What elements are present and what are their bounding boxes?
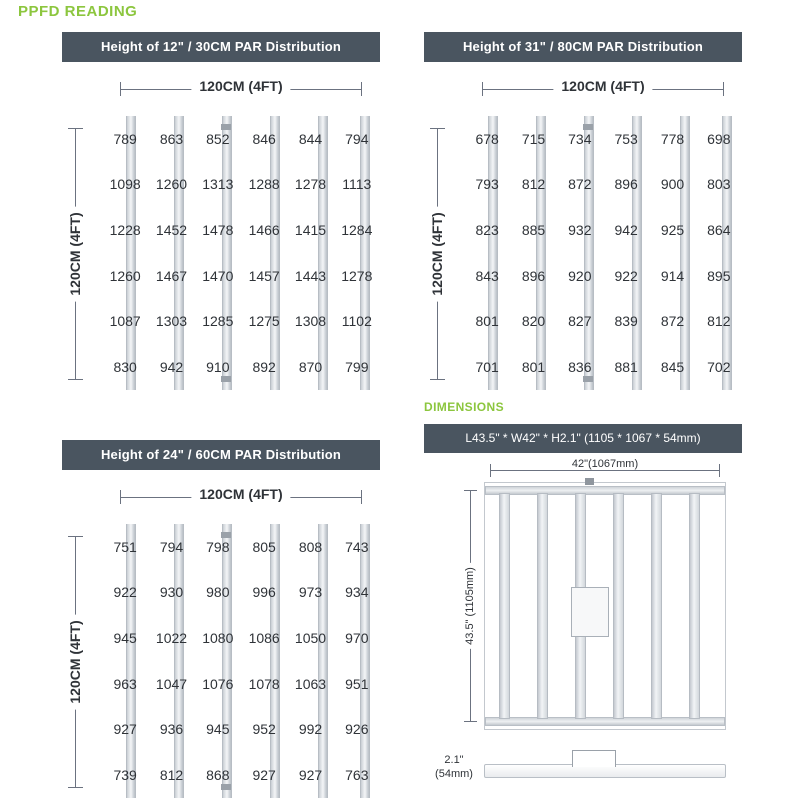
ppfd-panel-12in bbox=[62, 32, 380, 62]
ppfd-cell: 870 bbox=[298, 359, 323, 376]
ppfd-cell: 945 bbox=[206, 721, 230, 738]
ppfd-cell: 900 bbox=[660, 176, 685, 193]
fixture-body bbox=[484, 482, 726, 730]
ppfd-cell: 951 bbox=[345, 675, 369, 692]
dimension-left-label-12in: 120CM (4FT) bbox=[64, 206, 86, 301]
fixture-thickness-label-line2: (54mm) bbox=[435, 767, 473, 780]
dimension-top-label-12in: 120CM (4FT) bbox=[191, 78, 290, 94]
ppfd-cell: 864 bbox=[707, 222, 731, 239]
ppfd-cell: 1113 bbox=[342, 176, 372, 193]
dimension-left-label-24in: 120CM (4FT) bbox=[64, 614, 86, 709]
ppfd-cell: 805 bbox=[252, 538, 276, 555]
ppfd-cell: 992 bbox=[298, 721, 323, 738]
ppfd-cell: 934 bbox=[345, 584, 369, 601]
fixture-led-strip bbox=[537, 493, 548, 719]
ppfd-cell: 970 bbox=[345, 630, 369, 647]
ppfd-values-12in bbox=[102, 116, 380, 390]
ppfd-cell: 1466 bbox=[248, 222, 280, 239]
fixture-height-label: 43.5" (1105mm) bbox=[462, 563, 478, 649]
ppfd-cell: 945 bbox=[113, 630, 137, 647]
ppfd-cell: 808 bbox=[298, 538, 323, 555]
ppfd-cell: 1452 bbox=[155, 222, 188, 239]
ppfd-cell: 980 bbox=[206, 584, 230, 601]
ppfd-cell: 1470 bbox=[202, 267, 234, 284]
ppfd-cell: 812 bbox=[159, 767, 184, 784]
ppfd-cell: 896 bbox=[521, 267, 546, 284]
ppfd-cell: 896 bbox=[614, 176, 638, 193]
ppfd-cell: 845 bbox=[660, 359, 685, 376]
ppfd-cell: 1278 bbox=[341, 267, 373, 284]
dimension-top-31in bbox=[464, 78, 742, 100]
ppfd-cell: 922 bbox=[614, 267, 638, 284]
fixture-led-strip bbox=[499, 493, 510, 719]
ppfd-cell: 801 bbox=[475, 313, 499, 330]
panel-header-12in: Height of 12" / 30CM PAR Distribution bbox=[62, 32, 380, 62]
dimension-left-label-31in: 120CM (4FT) bbox=[426, 206, 448, 301]
ppfd-cell: 794 bbox=[345, 130, 369, 147]
ppfd-cell: 1415 bbox=[294, 222, 327, 239]
ppfd-cell: 1275 bbox=[248, 313, 280, 330]
ppfd-cell: 794 bbox=[159, 538, 184, 555]
ppfd-cell: 844 bbox=[298, 130, 323, 147]
fixture-driver-box bbox=[571, 587, 609, 637]
ppfd-cell: 763 bbox=[345, 767, 369, 784]
ppfd-cell: 1086 bbox=[248, 630, 280, 647]
ppfd-cell: 715 bbox=[521, 130, 546, 147]
ppfd-panel-31in bbox=[424, 32, 742, 62]
ppfd-cell: 914 bbox=[660, 267, 685, 284]
fixture-top-view bbox=[424, 458, 742, 738]
ppfd-cell: 1063 bbox=[294, 675, 327, 692]
ppfd-cell: 1022 bbox=[155, 630, 188, 647]
dimension-left-24in bbox=[62, 526, 88, 798]
ppfd-cell: 932 bbox=[568, 222, 592, 239]
fixture-height-dimension bbox=[458, 484, 482, 728]
ppfd-cell: 799 bbox=[345, 359, 369, 376]
ppfd-cell: 789 bbox=[113, 130, 137, 147]
ppfd-cell: 922 bbox=[113, 584, 137, 601]
dimension-top-label-31in: 120CM (4FT) bbox=[553, 78, 652, 94]
ppfd-cell: 843 bbox=[475, 267, 499, 284]
ppfd-cell: 1478 bbox=[202, 222, 234, 239]
ppfd-cell: 1087 bbox=[109, 313, 141, 330]
ppfd-cell: 930 bbox=[159, 584, 184, 601]
ppfd-cell: 801 bbox=[521, 359, 546, 376]
ppfd-cell: 885 bbox=[521, 222, 546, 239]
dimension-left-31in bbox=[424, 118, 450, 390]
ppfd-cell: 702 bbox=[707, 359, 731, 376]
ppfd-cell: 1284 bbox=[341, 222, 373, 239]
ppfd-cell: 739 bbox=[113, 767, 137, 784]
ppfd-cell: 926 bbox=[345, 721, 369, 738]
ppfd-values-31in bbox=[464, 116, 742, 390]
ppfd-cell: 1285 bbox=[202, 313, 234, 330]
fixture-width-label: 42"(1067mm) bbox=[566, 458, 644, 470]
ppfd-cell: 1078 bbox=[248, 675, 280, 692]
ppfd-cell: 823 bbox=[475, 222, 499, 239]
fixture-led-strip bbox=[689, 493, 700, 719]
page-title: PPFD READING bbox=[18, 3, 138, 20]
ppfd-cell: 830 bbox=[113, 359, 137, 376]
ppfd-cell: 812 bbox=[521, 176, 546, 193]
ppfd-cell: 751 bbox=[113, 538, 137, 555]
ppfd-cell: 678 bbox=[475, 130, 499, 147]
ppfd-cell: 1098 bbox=[109, 176, 141, 193]
ppfd-grid-area-31in bbox=[424, 78, 742, 398]
ppfd-cell: 927 bbox=[252, 767, 276, 784]
fixture-led-strip bbox=[613, 493, 624, 719]
fixture-connector-nub bbox=[585, 478, 594, 485]
ppfd-cell: 1260 bbox=[109, 267, 141, 284]
fixture-side-driver-box bbox=[572, 750, 616, 767]
ppfd-cell: 1457 bbox=[248, 267, 280, 284]
ppfd-cell: 952 bbox=[252, 721, 276, 738]
ppfd-cell: 892 bbox=[252, 359, 276, 376]
ppfd-cell: 1467 bbox=[155, 267, 188, 284]
ppfd-values-24in bbox=[102, 524, 380, 798]
ppfd-cell: 1313 bbox=[202, 176, 234, 193]
ppfd-cell: 927 bbox=[298, 767, 323, 784]
ppfd-cell: 812 bbox=[707, 313, 731, 330]
dimension-top-24in bbox=[102, 486, 380, 508]
ppfd-cell: 868 bbox=[206, 767, 230, 784]
ppfd-cell: 1278 bbox=[294, 176, 327, 193]
ppfd-cell: 910 bbox=[206, 359, 230, 376]
ppfd-cell: 1047 bbox=[155, 675, 188, 692]
dimensions-spec-bar: L43.5" * W42" * H2.1" (1105 * 1067 * 54mm) bbox=[424, 424, 742, 453]
ppfd-cell: 1080 bbox=[202, 630, 234, 647]
ppfd-cell: 743 bbox=[345, 538, 369, 555]
ppfd-cell: 942 bbox=[614, 222, 638, 239]
ppfd-cell: 973 bbox=[298, 584, 323, 601]
ppfd-cell: 820 bbox=[521, 313, 546, 330]
ppfd-cell: 1076 bbox=[202, 675, 234, 692]
ppfd-grid-area-24in bbox=[62, 486, 380, 806]
ppfd-cell: 698 bbox=[707, 130, 731, 147]
dimension-top-12in bbox=[102, 78, 380, 100]
ppfd-cell: 895 bbox=[707, 267, 731, 284]
ppfd-cell: 734 bbox=[568, 130, 592, 147]
ppfd-cell: 872 bbox=[660, 313, 685, 330]
ppfd-cell: 942 bbox=[159, 359, 184, 376]
ppfd-cell: 925 bbox=[660, 222, 685, 239]
ppfd-cell: 827 bbox=[568, 313, 592, 330]
fixture-led-strip bbox=[651, 493, 662, 719]
dimensions-title: DIMENSIONS bbox=[424, 400, 505, 414]
panel-header-31in: Height of 31" / 80CM PAR Distribution bbox=[424, 32, 742, 62]
ppfd-cell: 836 bbox=[568, 359, 592, 376]
ppfd-cell: 846 bbox=[252, 130, 276, 147]
ppfd-cell: 778 bbox=[660, 130, 685, 147]
ppfd-cell: 1288 bbox=[248, 176, 280, 193]
panel-header-24in: Height of 24" / 60CM PAR Distribution bbox=[62, 440, 380, 470]
ppfd-panel-24in bbox=[62, 440, 380, 470]
ppfd-cell: 1260 bbox=[155, 176, 188, 193]
ppfd-cell: 1303 bbox=[155, 313, 188, 330]
ppfd-cell: 927 bbox=[113, 721, 137, 738]
ppfd-cell: 798 bbox=[206, 538, 230, 555]
ppfd-cell: 996 bbox=[252, 584, 276, 601]
ppfd-cell: 793 bbox=[475, 176, 499, 193]
ppfd-cell: 936 bbox=[159, 721, 184, 738]
fixture-width-dimension bbox=[484, 458, 726, 478]
ppfd-cell: 753 bbox=[614, 130, 638, 147]
ppfd-cell: 1443 bbox=[294, 267, 327, 284]
ppfd-grid-area-12in bbox=[62, 78, 380, 398]
fixture-thickness-dimension bbox=[428, 754, 480, 782]
ppfd-cell: 701 bbox=[475, 359, 499, 376]
ppfd-cell: 1102 bbox=[341, 313, 372, 330]
ppfd-cell: 1050 bbox=[294, 630, 327, 647]
ppfd-cell: 1308 bbox=[294, 313, 327, 330]
fixture-side-view bbox=[424, 748, 742, 794]
fixture-thickness-label-line1: 2.1" bbox=[444, 754, 464, 766]
ppfd-cell: 963 bbox=[113, 675, 137, 692]
dimension-left-12in bbox=[62, 118, 88, 390]
ppfd-cell: 1228 bbox=[109, 222, 141, 239]
ppfd-cell: 881 bbox=[614, 359, 638, 376]
ppfd-cell: 872 bbox=[568, 176, 592, 193]
ppfd-cell: 803 bbox=[707, 176, 731, 193]
ppfd-cell: 920 bbox=[568, 267, 592, 284]
ppfd-cell: 852 bbox=[206, 130, 230, 147]
ppfd-cell: 839 bbox=[614, 313, 638, 330]
ppfd-cell: 863 bbox=[159, 130, 184, 147]
dimension-top-label-24in: 120CM (4FT) bbox=[191, 486, 290, 502]
